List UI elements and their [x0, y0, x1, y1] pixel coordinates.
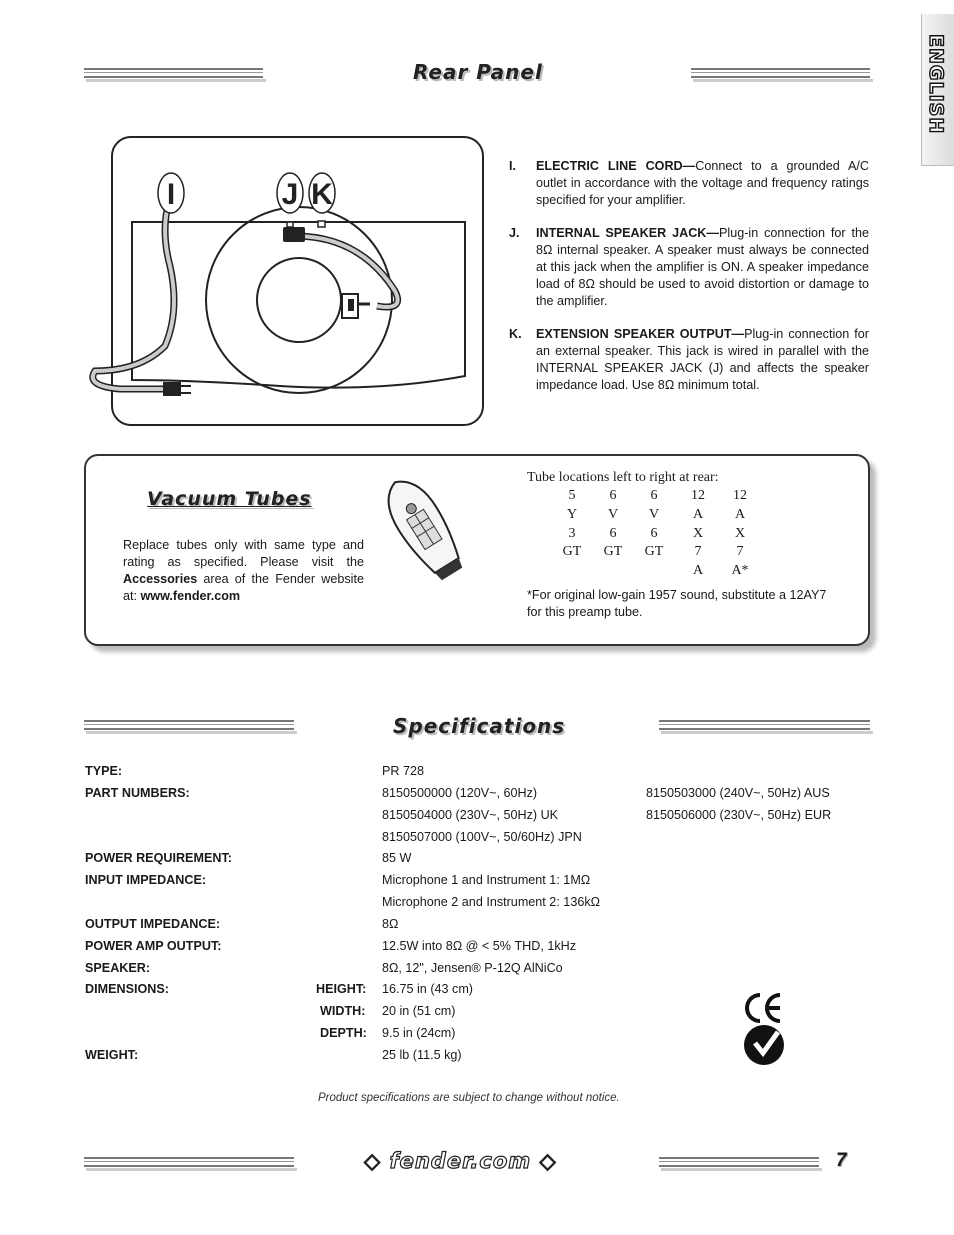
- specs-rule-right: [659, 720, 870, 730]
- spec-sublabel: DEPTH:: [320, 1026, 367, 1040]
- vacuum-tubes-description: Replace tubes only with same type and rating as specified. Please visit the Accessories area of the Fender website at: www.fender.com: [123, 538, 364, 603]
- footer-site: ◇ fender.com ◇: [364, 1149, 557, 1173]
- tube-column-1: 5 Y 3 GT: [562, 488, 582, 560]
- spec-value: 16.75 in (43 cm): [382, 982, 473, 996]
- language-tab-label: ENGLISH: [925, 34, 947, 135]
- spec-label: TYPE:: [85, 764, 123, 778]
- tube-column-5: 12 A X 7 A*: [731, 488, 749, 579]
- spec-sublabel: HEIGHT:: [316, 982, 367, 996]
- spec-value: 8150507000 (100V~, 50/60Hz) JPN: [382, 830, 582, 844]
- spec-label: POWER AMP OUTPUT:: [85, 939, 222, 953]
- tube-footnote: *For original low-gain 1957 sound, substitute a 12AY7 for this preamp tube.: [527, 588, 827, 619]
- tube-column-3: 6 V 6 GT: [644, 488, 664, 560]
- spec-label: WEIGHT:: [85, 1048, 139, 1062]
- callout-k: K: [311, 178, 333, 211]
- header-rule-left: [84, 68, 263, 78]
- tube-column-2: 6 V 6 GT: [603, 488, 623, 560]
- definition-item: J. INTERNAL SPEAKER JACK—Plug-in connection for the 8Ω internal speaker. A speaker must always be connected at this jack when the amplifier is ON. A speaker impedance load of 8Ω should be used to avoid distortion or damage to the amplifier.: [509, 226, 869, 308]
- spec-value: 8150506000 (230V~, 50Hz) EUR: [646, 808, 832, 822]
- spec-label: POWER REQUIREMENT:: [85, 851, 232, 865]
- spec-label: DIMENSIONS:: [85, 982, 169, 996]
- rear-panel-diagram: [80, 136, 490, 436]
- spec-label: PART NUMBERS:: [85, 786, 190, 800]
- spec-sublabel: WIDTH:: [320, 1004, 366, 1018]
- rear-panel-definitions: [509, 158, 869, 410]
- rear-panel-title: Rear Panel: [413, 60, 543, 84]
- header-rule-right: [691, 68, 870, 78]
- chassis-outline: [132, 222, 465, 388]
- speaker-center: [257, 258, 341, 342]
- spec-value: Microphone 2 and Instrument 2: 136kΩ: [382, 895, 601, 909]
- spec-value: 8Ω: [382, 917, 399, 931]
- definition-item: I. ELECTRIC LINE CORD—Connect to a grounded A/C outlet in accordance with the voltage and frequency ratings specified for your amplifier.: [509, 159, 870, 207]
- spec-value: PR 728: [382, 764, 425, 778]
- spec-value: Microphone 1 and Instrument 1: 1MΩ: [382, 873, 591, 887]
- specs-rule-left: [84, 720, 294, 730]
- spec-value: 8Ω, 12", Jensen® P-12Q AlNiCo: [382, 961, 563, 975]
- spec-label: OUTPUT IMPEDANCE:: [85, 917, 221, 931]
- tube-locations-label: Tube locations left to right at rear:: [527, 470, 719, 485]
- definition-item: K. EXTENSION SPEAKER OUTPUT—Plug-in connection for an external speaker. This jack is wired in parallel with the INTERNAL SPEAKER JACK (J) and affects the speaker impedance load. Use 8Ω minimum total.: [509, 327, 869, 392]
- page-number: 7: [836, 1150, 847, 1171]
- spec-value: 12.5W into 8Ω @ < 5% THD, 1kHz: [382, 939, 577, 953]
- vacuum-tubes-title: Vacuum Tubes: [147, 488, 312, 510]
- certification-logos: [740, 990, 790, 1065]
- spec-label: INPUT IMPEDANCE:: [85, 873, 207, 887]
- vacuum-tube-illustration: [372, 472, 477, 587]
- spec-value: 8150504000 (230V~, 50Hz) UK: [382, 808, 559, 822]
- footer-rule-right: [659, 1157, 819, 1167]
- ce-mark-icon: [747, 995, 780, 1021]
- specifications-title: Specifications: [393, 714, 566, 738]
- spec-value: 20 in (51 cm): [382, 1004, 456, 1018]
- c-tick-mark-icon: [744, 1025, 784, 1065]
- specs-disclaimer: Product specifications are subject to change without notice.: [318, 1092, 620, 1104]
- footer-rule-left: [84, 1157, 294, 1167]
- language-tab: [921, 14, 954, 166]
- callout-j: J: [281, 178, 299, 211]
- spec-value: 25 lb (11.5 kg): [382, 1048, 462, 1062]
- spec-value: 8150503000 (240V~, 50Hz) AUS: [646, 786, 830, 800]
- spec-value: 9.5 in (24cm): [382, 1026, 456, 1040]
- spec-label: SPEAKER:: [85, 961, 151, 975]
- tube-column-4: 12 A X 7 A: [691, 488, 705, 579]
- spec-value: 85 W: [382, 851, 412, 865]
- callout-i: I: [166, 178, 176, 211]
- spec-value: 8150500000 (120V~, 60Hz): [382, 786, 538, 800]
